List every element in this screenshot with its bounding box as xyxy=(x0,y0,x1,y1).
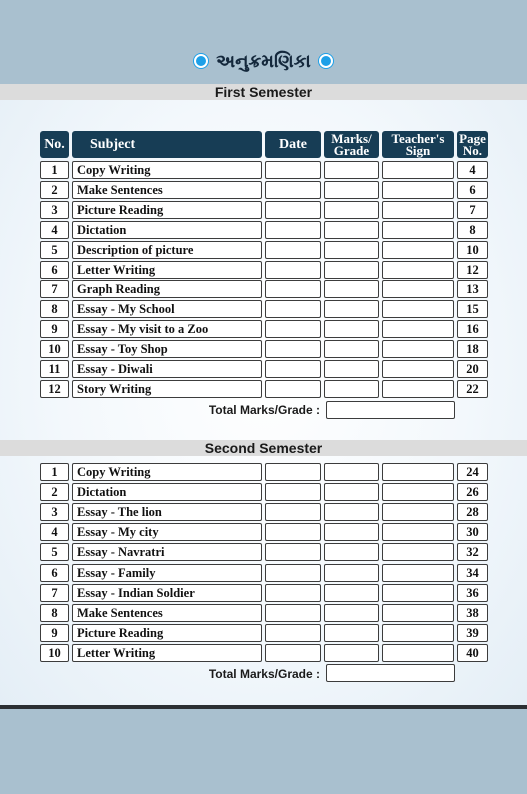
row-marks-grade-field[interactable] xyxy=(324,181,379,199)
row-number: 8 xyxy=(40,604,69,622)
row-marks-grade-field[interactable] xyxy=(324,360,379,378)
row-number: 7 xyxy=(40,584,69,602)
row-page-number: 18 xyxy=(457,340,488,358)
row-date-field[interactable] xyxy=(265,483,321,501)
header-marks-grade xyxy=(324,131,379,158)
table-row xyxy=(0,543,527,561)
row-marks-grade-field[interactable] xyxy=(324,340,379,358)
table-row xyxy=(0,181,527,199)
row-date-field[interactable] xyxy=(265,604,321,622)
row-teachers-sign-field[interactable] xyxy=(382,280,454,298)
table-row xyxy=(0,523,527,541)
row-date-field[interactable] xyxy=(265,241,321,259)
row-date-field[interactable] xyxy=(265,221,321,239)
row-number: 2 xyxy=(40,483,69,501)
second-total-label: Total Marks/Grade : xyxy=(208,667,320,681)
row-number: 1 xyxy=(40,161,69,179)
row-date-field[interactable] xyxy=(265,161,321,179)
row-teachers-sign-field[interactable] xyxy=(382,201,454,219)
row-page-number: 22 xyxy=(457,380,488,398)
table-row xyxy=(0,221,527,239)
row-teachers-sign-field[interactable] xyxy=(382,161,454,179)
row-date-field[interactable] xyxy=(265,320,321,338)
row-teachers-sign-field[interactable] xyxy=(382,503,454,521)
row-page-number: 7 xyxy=(457,201,488,219)
row-page-number: 10 xyxy=(457,241,488,259)
row-date-field[interactable] xyxy=(265,201,321,219)
row-subject: Description of picture xyxy=(72,241,262,259)
row-number: 3 xyxy=(40,201,69,219)
row-number: 7 xyxy=(40,280,69,298)
row-page-number: 32 xyxy=(457,543,488,561)
table-row xyxy=(0,463,527,481)
table-row xyxy=(0,584,527,602)
row-page-number: 8 xyxy=(457,221,488,239)
row-marks-grade-field[interactable] xyxy=(324,300,379,318)
row-page-number: 26 xyxy=(457,483,488,501)
row-teachers-sign-field[interactable] xyxy=(382,300,454,318)
row-number: 2 xyxy=(40,181,69,199)
row-marks-grade-field[interactable] xyxy=(324,523,379,541)
table-row xyxy=(0,161,527,179)
bullet-dot-icon xyxy=(319,54,333,68)
row-number: 10 xyxy=(40,644,69,662)
row-teachers-sign-field[interactable] xyxy=(382,241,454,259)
first-total-label: Total Marks/Grade : xyxy=(208,403,320,417)
table-row xyxy=(0,380,527,398)
row-page-number: 16 xyxy=(457,320,488,338)
row-subject: Letter Writing xyxy=(72,261,262,279)
row-subject: Make Sentences xyxy=(72,181,262,199)
row-date-field[interactable] xyxy=(265,523,321,541)
row-number: 5 xyxy=(40,241,69,259)
row-teachers-sign-field[interactable] xyxy=(382,584,454,602)
bottom-band xyxy=(0,709,527,794)
row-number: 12 xyxy=(40,380,69,398)
row-subject: Dictation xyxy=(72,483,262,501)
table-row xyxy=(0,280,527,298)
header-sign-line1: Teacher's xyxy=(391,130,445,146)
header-page-line1: Page xyxy=(459,130,486,146)
table-row xyxy=(0,360,527,378)
table-row xyxy=(0,300,527,318)
row-date-field[interactable] xyxy=(265,280,321,298)
table-row xyxy=(0,503,527,521)
row-page-number: 36 xyxy=(457,584,488,602)
row-teachers-sign-field[interactable] xyxy=(382,380,454,398)
row-number: 3 xyxy=(40,503,69,521)
row-number: 1 xyxy=(40,463,69,481)
row-page-number: 24 xyxy=(457,463,488,481)
row-number: 9 xyxy=(40,320,69,338)
row-marks-grade-field[interactable] xyxy=(324,280,379,298)
row-marks-grade-field[interactable] xyxy=(324,161,379,179)
header-subject: Subject xyxy=(72,131,262,158)
row-marks-grade-field[interactable] xyxy=(324,320,379,338)
row-number: 6 xyxy=(40,564,69,582)
header-marks-line2: Grade xyxy=(333,142,370,158)
row-subject: Essay - My city xyxy=(72,523,262,541)
row-subject: Essay - Toy Shop xyxy=(72,340,262,358)
row-subject: Picture Reading xyxy=(72,624,262,642)
header-no: No. xyxy=(40,131,69,158)
row-page-number: 13 xyxy=(457,280,488,298)
first-total-grade-box[interactable] xyxy=(326,401,455,419)
bullet-dot-icon xyxy=(194,54,208,68)
row-subject: Essay - Navratri xyxy=(72,543,262,561)
row-teachers-sign-field[interactable] xyxy=(382,463,454,481)
row-subject: Letter Writing xyxy=(72,644,262,662)
row-date-field[interactable] xyxy=(265,261,321,279)
row-marks-grade-field[interactable] xyxy=(324,221,379,239)
table-row xyxy=(0,644,527,662)
row-marks-grade-field[interactable] xyxy=(324,584,379,602)
row-teachers-sign-field[interactable] xyxy=(382,221,454,239)
row-number: 8 xyxy=(40,300,69,318)
table-row xyxy=(0,201,527,219)
row-date-field[interactable] xyxy=(265,624,321,642)
header-sign-line2: Sign xyxy=(405,142,431,158)
row-page-number: 38 xyxy=(457,604,488,622)
row-teachers-sign-field[interactable] xyxy=(382,181,454,199)
table-row xyxy=(0,241,527,259)
row-teachers-sign-field[interactable] xyxy=(382,360,454,378)
row-number: 5 xyxy=(40,543,69,561)
row-subject: Essay - Diwali xyxy=(72,360,262,378)
row-subject: Essay - Family xyxy=(72,564,262,582)
row-number: 10 xyxy=(40,340,69,358)
table-row xyxy=(0,624,527,642)
row-marks-grade-field[interactable] xyxy=(324,503,379,521)
row-subject: Make Sentences xyxy=(72,604,262,622)
index-title-text: અનુક્રમણિકા xyxy=(216,50,311,72)
row-page-number: 28 xyxy=(457,503,488,521)
table-row xyxy=(0,604,527,622)
row-subject: Essay - My School xyxy=(72,300,262,318)
row-number: 6 xyxy=(40,261,69,279)
row-subject: Essay - The lion xyxy=(72,503,262,521)
row-page-number: 4 xyxy=(457,161,488,179)
table-row xyxy=(0,564,527,582)
row-date-field[interactable] xyxy=(265,360,321,378)
row-teachers-sign-field[interactable] xyxy=(382,604,454,622)
row-teachers-sign-field[interactable] xyxy=(382,523,454,541)
row-subject: Essay - Indian Soldier xyxy=(72,584,262,602)
row-date-field[interactable] xyxy=(265,584,321,602)
row-date-field[interactable] xyxy=(265,181,321,199)
row-marks-grade-field[interactable] xyxy=(324,483,379,501)
table-row xyxy=(0,340,527,358)
second-semester-heading: Second Semester xyxy=(0,440,527,456)
row-number: 4 xyxy=(40,221,69,239)
row-subject: Copy Writing xyxy=(72,463,262,481)
second-total-grade-box[interactable] xyxy=(326,664,455,682)
row-subject: Dictation xyxy=(72,221,262,239)
row-page-number: 15 xyxy=(457,300,488,318)
header-page-line2: No. xyxy=(462,142,483,158)
row-date-field[interactable] xyxy=(265,380,321,398)
row-page-number: 20 xyxy=(457,360,488,378)
row-teachers-sign-field[interactable] xyxy=(382,320,454,338)
table-row xyxy=(0,483,527,501)
row-page-number: 39 xyxy=(457,624,488,642)
row-marks-grade-field[interactable] xyxy=(324,463,379,481)
row-marks-grade-field[interactable] xyxy=(324,261,379,279)
header-teachers-sign xyxy=(382,131,454,158)
row-teachers-sign-field[interactable] xyxy=(382,483,454,501)
row-date-field[interactable] xyxy=(265,463,321,481)
index-title xyxy=(0,48,527,74)
row-page-number: 40 xyxy=(457,644,488,662)
row-subject: Graph Reading xyxy=(72,280,262,298)
table-row xyxy=(0,261,527,279)
row-teachers-sign-field[interactable] xyxy=(382,564,454,582)
row-page-number: 30 xyxy=(457,523,488,541)
row-date-field[interactable] xyxy=(265,644,321,662)
row-page-number: 34 xyxy=(457,564,488,582)
row-marks-grade-field[interactable] xyxy=(324,564,379,582)
row-subject: Story Writing xyxy=(72,380,262,398)
row-marks-grade-field[interactable] xyxy=(324,543,379,561)
row-date-field[interactable] xyxy=(265,543,321,561)
row-teachers-sign-field[interactable] xyxy=(382,261,454,279)
row-marks-grade-field[interactable] xyxy=(324,624,379,642)
row-marks-grade-field[interactable] xyxy=(324,201,379,219)
row-teachers-sign-field[interactable] xyxy=(382,644,454,662)
row-date-field[interactable] xyxy=(265,503,321,521)
row-date-field[interactable] xyxy=(265,300,321,318)
row-date-field[interactable] xyxy=(265,340,321,358)
row-marks-grade-field[interactable] xyxy=(324,380,379,398)
row-date-field[interactable] xyxy=(265,564,321,582)
header-page-no xyxy=(457,131,488,158)
row-subject: Copy Writing xyxy=(72,161,262,179)
row-subject: Essay - My visit to a Zoo xyxy=(72,320,262,338)
row-number: 9 xyxy=(40,624,69,642)
row-teachers-sign-field[interactable] xyxy=(382,340,454,358)
row-marks-grade-field[interactable] xyxy=(324,241,379,259)
row-marks-grade-field[interactable] xyxy=(324,604,379,622)
row-teachers-sign-field[interactable] xyxy=(382,543,454,561)
header-date: Date xyxy=(265,131,321,158)
row-number: 4 xyxy=(40,523,69,541)
first-semester-heading: First Semester xyxy=(0,84,527,100)
row-page-number: 6 xyxy=(457,181,488,199)
row-teachers-sign-field[interactable] xyxy=(382,624,454,642)
row-page-number: 12 xyxy=(457,261,488,279)
header-marks-line1: Marks/ xyxy=(331,130,372,146)
table-row xyxy=(0,320,527,338)
row-number: 11 xyxy=(40,360,69,378)
row-marks-grade-field[interactable] xyxy=(324,644,379,662)
row-subject: Picture Reading xyxy=(72,201,262,219)
